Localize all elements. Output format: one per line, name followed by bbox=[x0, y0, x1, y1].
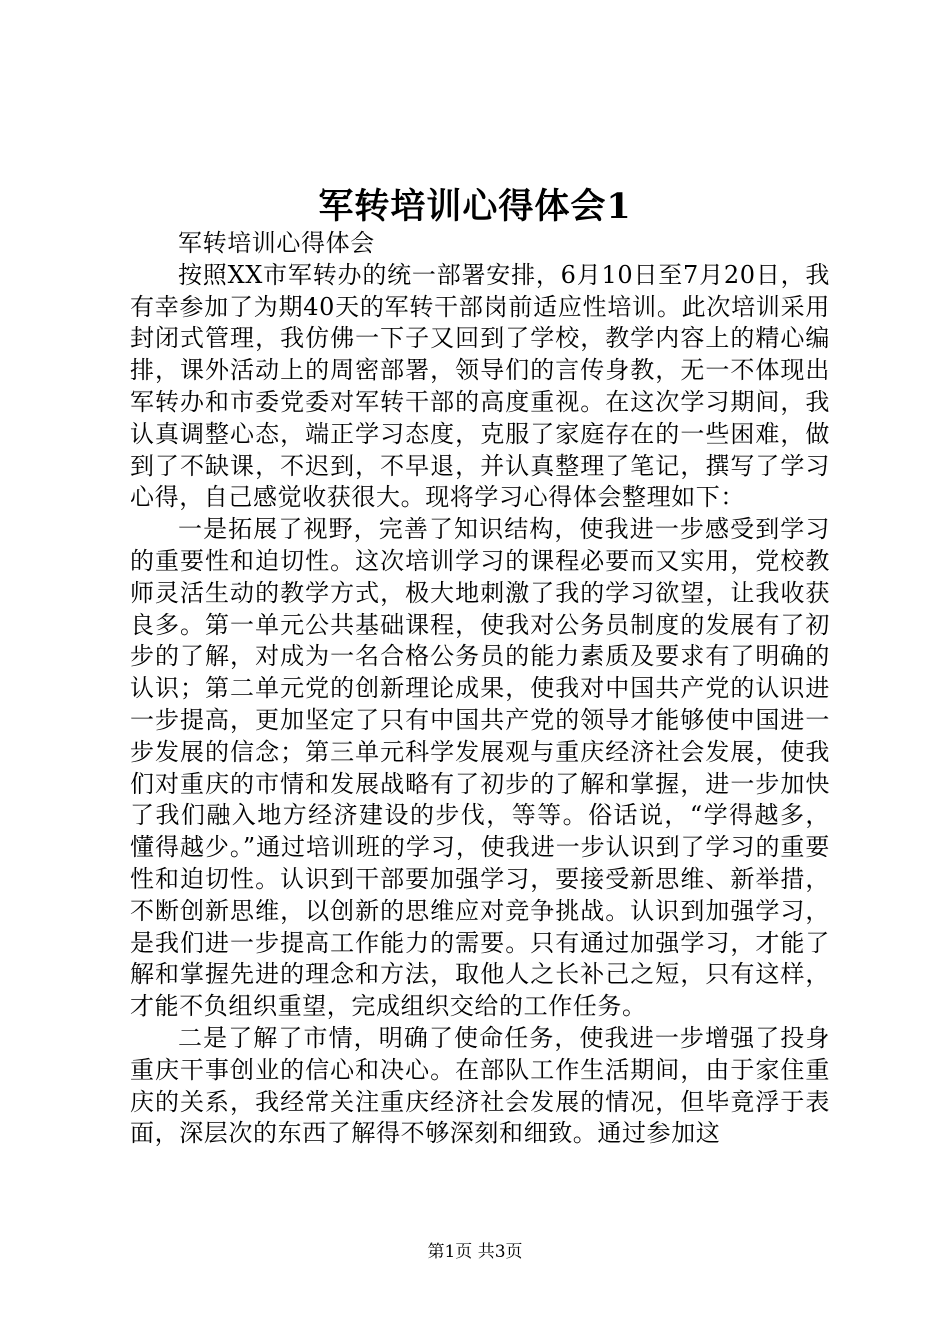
paragraph: 按照XX市军转办的统一部署安排，6月10日至7月20日，我有幸参加了为期40天的军转干部岗前适应性培训。此次培训采用封闭式管理，我仿佛一下子又回到了学校，教学内容上的精心编排，课外活动上的周密部署，领导们的言传身教，无一不体现出军转办和市委党委对军转干部的高度重视。在这次学习期间，我认真调整心态，端正学习态度，克服了家庭存在的一些困难，做到了不缺课，不迟到，不早退，并认真整理了笔记，撰写了学习心得，自己感觉收获很大。现将学习心得体会整理如下： bbox=[130, 260, 830, 512]
document-body bbox=[130, 228, 830, 1150]
page-footer: 第1页 共3页 bbox=[427, 1242, 523, 1262]
paragraph: 二是了解了市情，明确了使命任务，使我进一步增强了投身重庆干事创业的信心和决心。在部队工作生活期间，由于家住重庆的关系，我经常关注重庆经济社会发展的情况，但毕竟浮于表面，深层次的东西了解得不够深刻和细致。通过参加这 bbox=[130, 1023, 830, 1148]
document-title: 军转培训心得体会1 bbox=[318, 186, 632, 227]
paragraph: 一是拓展了视野，完善了知识结构，使我进一步感受到学习的重要性和迫切性。这次培训学习的课程必要而又实用，党校教师灵活生动的教学方式，极大地刺激了我的学习欲望，让我收获良多。第一单元公共基础课程，使我对公务员制度的发展有了初步的了解，对成为一名合格公务员的能力素质及要求有了明确的认识；第二单元党的创新理论成果，使我对中国共产党的认识进一步提高，更加坚定了只有中国共产党的领导才能够使中国进一步发展的信念；第三单元科学发展观与重庆经济社会发展，使我们对重庆的市情和发展战略有了初步的了解和掌握，进一步加快了我们融入地方经济建设的步伐，等等。俗话说，“学得越多，懂得越少。”通过培训班的学习，使我进一步认识到了学习的重要性和迫切性。认识到干部要加强学习，要接受新思维、新举措，不断创新思维，以创新的思维应对竞争挑战。认识到加强学习，是我们进一步提高工作能力的需要。只有通过加强学习，才能了解和掌握先进的理念和方法，取他人之长补己之短，只有这样，才能不负组织重望，完成组织交给的工作任务。 bbox=[130, 515, 830, 1021]
paragraph-subtitle: 军转培训心得体会 bbox=[178, 229, 375, 257]
